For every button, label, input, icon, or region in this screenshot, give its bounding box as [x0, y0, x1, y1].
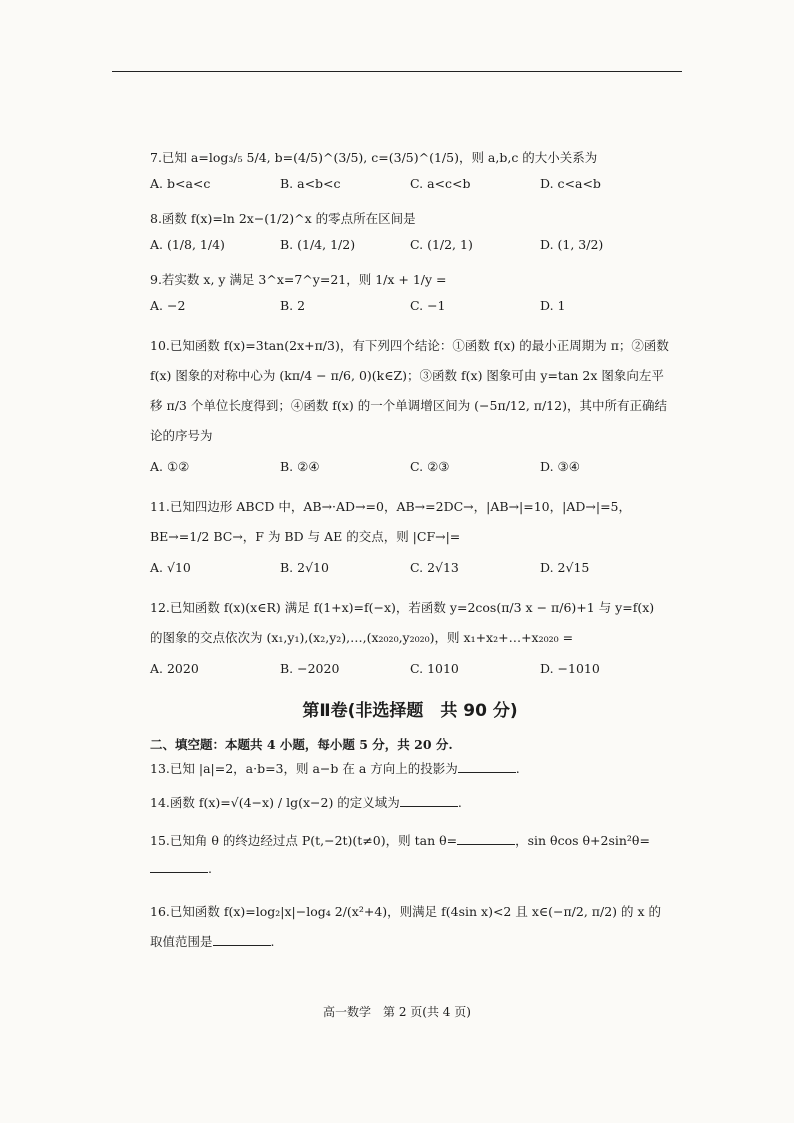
options: [150, 661, 670, 676]
option-a: A. −2: [150, 298, 186, 313]
option-d: D. 1: [540, 298, 566, 313]
question-end: .: [515, 761, 520, 776]
option-d: D. (1, 3/2): [540, 237, 604, 252]
question-text: 9.若实数 x, y 满足 3^x=7^y=21，则 1/x + 1/y =: [150, 272, 447, 287]
question-end: .: [457, 795, 462, 810]
question-7: [150, 148, 670, 191]
option-a: A. b<a<c: [150, 176, 211, 191]
answer-blank: [213, 933, 271, 946]
question-16: [150, 897, 670, 957]
question-text: 16.已知函数 f(x)=log₂|x|−log₄ 2/(x²+4)，则满足 f(4sin x)<2 且 x∈(−π/2, π/2) 的 x 的取值范围是: [150, 904, 662, 949]
option-b: B. 2√10: [280, 560, 329, 575]
option-c: C. 2√13: [410, 560, 459, 575]
question-text: 11.已知四边形 ABCD 中，AB→·AD→=0，AB→=2DC→，|AB→|=10，|AD→|=5，BE→=1/2 BC→，F 为 BD 与 AE 的交点，则 |CF→|=: [150, 499, 632, 544]
answer-blank: [458, 760, 516, 773]
option-c: C. a<c<b: [410, 176, 471, 191]
question-9: [150, 270, 670, 313]
option-c: C. 1010: [410, 661, 459, 676]
question-11: [150, 492, 670, 575]
question-8: [150, 209, 670, 252]
question-15: [150, 827, 670, 883]
option-a: A. ①②: [150, 459, 190, 474]
option-b: B. −2020: [280, 661, 340, 676]
option-a: A. (1/8, 1/4): [150, 237, 225, 252]
top-rule: [112, 71, 682, 72]
option-d: D. c<a<b: [540, 176, 601, 191]
question-text: 12.已知函数 f(x)(x∈R) 满足 f(1+x)=f(−x)，若函数 y=2cos(π/3 x − π/6)+1 与 y=f(x) 的图象的交点依次为 (x₁,y₁),(x₂,y₂),…,(x₂₀₂₀,y₂₀₂₀)，则 x₁+x₂+…+x₂₀₂₀ =: [150, 600, 655, 645]
option-c: C. −1: [410, 298, 446, 313]
answer-blank: [400, 794, 458, 807]
question-text: 7.已知 a=log₃/₅ 5/4, b=(4/5)^(3/5), c=(3/5)^(1/5)，则 a,b,c 的大小关系为: [150, 150, 598, 165]
option-d: D. ③④: [540, 459, 580, 474]
option-a: A. √10: [150, 560, 191, 575]
options: [150, 298, 670, 313]
question-text: 13.已知 |a|=2，a·b=3，则 a−b 在 a 方向上的投影为: [150, 761, 458, 776]
option-b: B. a<b<c: [280, 176, 341, 191]
question-text: 14.函数 f(x)=√(4−x) / lg(x−2) 的定义域为: [150, 795, 400, 810]
question-14: [150, 793, 670, 813]
question-text: 8.函数 f(x)=ln 2x−(1/2)^x 的零点所在区间是: [150, 211, 416, 226]
option-d: D. 2√15: [540, 560, 590, 575]
option-a: A. 2020: [150, 661, 199, 676]
answer-blank: [150, 860, 208, 873]
options: [150, 176, 670, 191]
question-end: .: [208, 861, 212, 876]
options: [150, 237, 670, 252]
option-b: B. ②④: [280, 459, 320, 474]
question-text: 15.已知角 θ 的终边经过点 P(t,−2t)(t≠0)，则 tan θ=: [150, 833, 458, 848]
option-d: D. −1010: [540, 661, 600, 676]
fill-in-heading: 二、填空题：本题共 4 小题，每小题 5 分，共 20 分.: [150, 737, 453, 752]
options: [150, 560, 670, 575]
option-c: C. (1/2, 1): [410, 237, 473, 252]
page-footer: 高一数学 第 2 页(共 4 页): [323, 1005, 471, 1019]
options: [150, 459, 670, 474]
option-c: C. ②③: [410, 459, 450, 474]
question-text: 10.已知函数 f(x)=3tan(2x+π/3)，有下列四个结论：①函数 f(x) 的最小正周期为 π；②函数 f(x) 图象的对称中心为 (kπ/4 − π/6, 0)(k∈Z)；③函数 f(x) 图象可由 y=tan 2x 图象向左平移 π/3 个单位长度得到；④函数 f(x) 的一个单调增区间为 (−5π/12, π/12)，其中所有正确结论的序号为: [150, 338, 669, 443]
question-10: [150, 331, 670, 474]
option-b: B. (1/4, 1/2): [280, 237, 356, 252]
section-title: 第Ⅱ卷(非选择题 共 90 分): [302, 701, 518, 721]
answer-blank: [457, 832, 515, 845]
exam-page: [150, 148, 670, 957]
option-b: B. 2: [280, 298, 306, 313]
question-12: [150, 593, 670, 676]
question-end: .: [270, 934, 275, 949]
question-13: [150, 759, 670, 779]
question-text-mid: ，sin θcos θ+2sin²θ=: [515, 833, 650, 848]
